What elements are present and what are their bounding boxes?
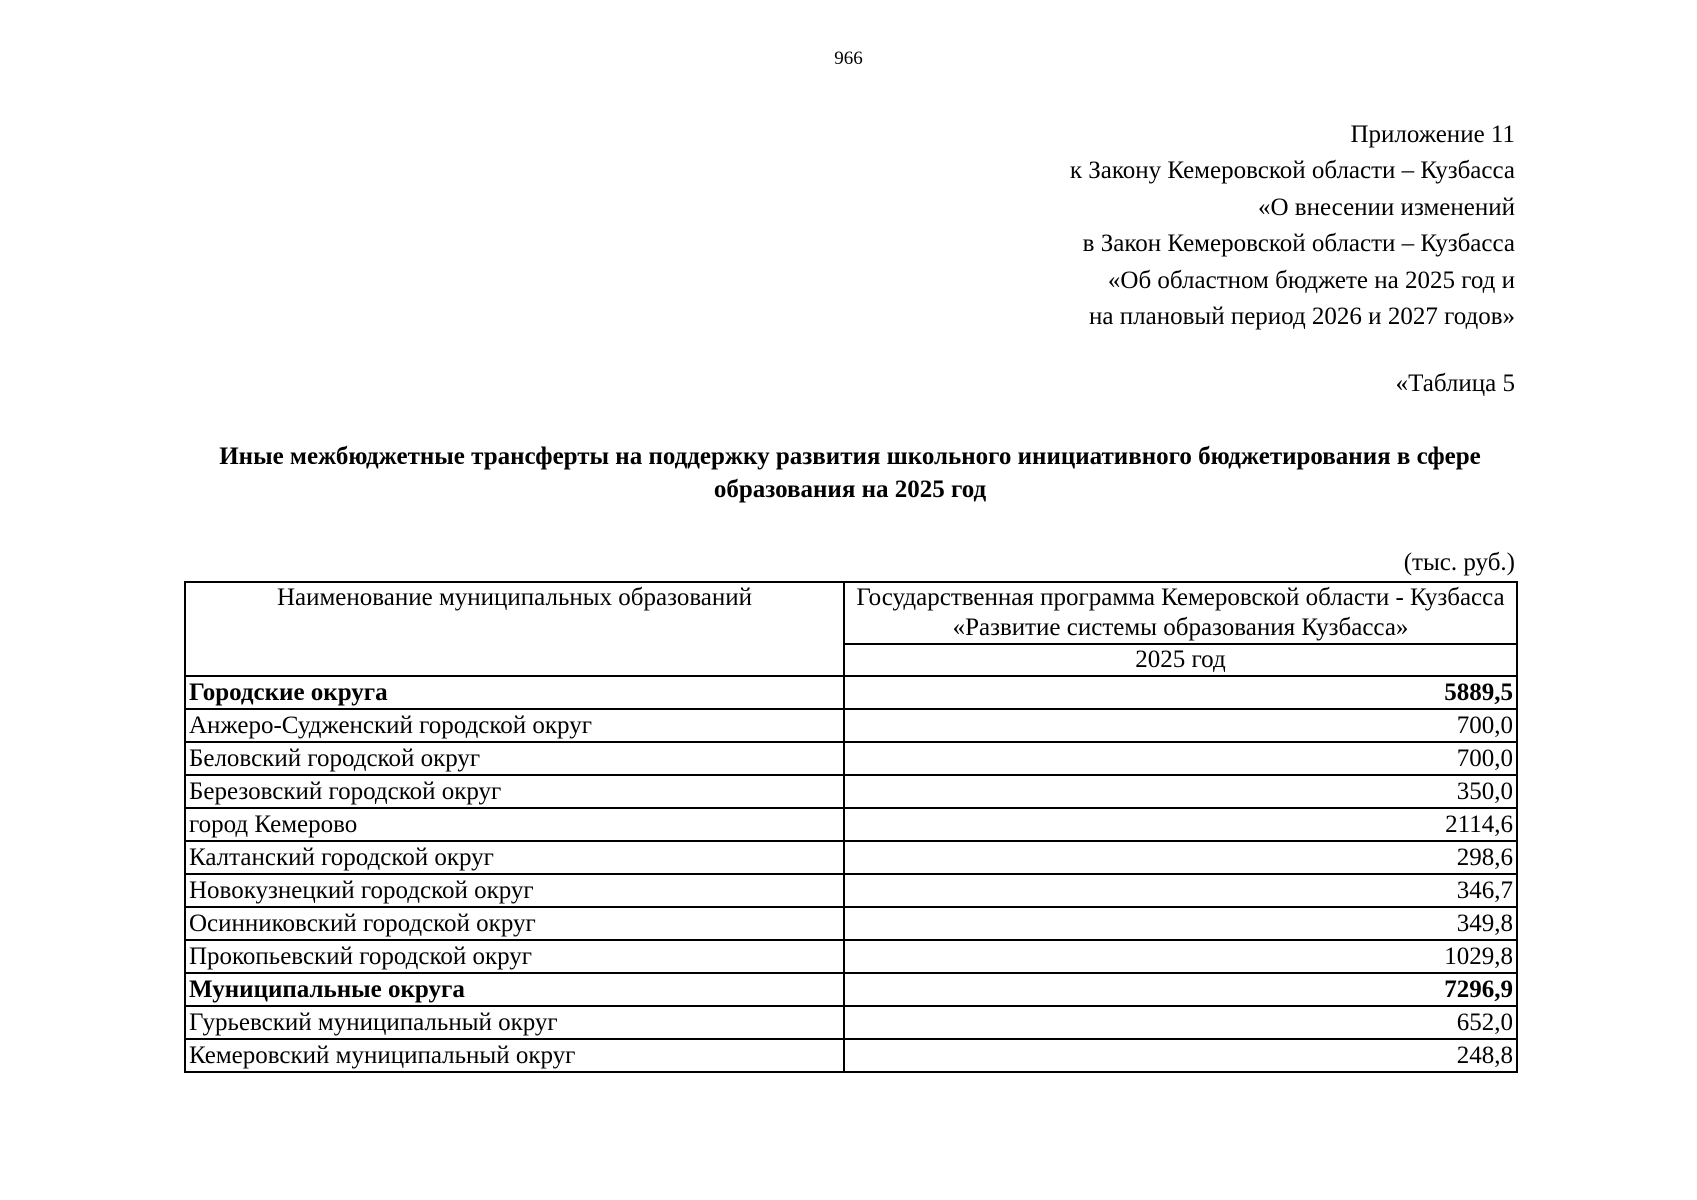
table-row xyxy=(185,874,1517,907)
table-label: «Таблица 5 xyxy=(1395,370,1515,397)
table-row xyxy=(185,907,1517,940)
page-number: 966 xyxy=(834,48,863,69)
municipality-name-cell: Гурьевский муниципальный округ xyxy=(185,1006,844,1039)
appendix-line: Приложение 11 xyxy=(1350,121,1515,148)
table-row xyxy=(185,940,1517,973)
municipality-name-cell: город Кемерово xyxy=(185,808,844,841)
units-label: (тыс. руб.) xyxy=(1403,549,1515,576)
municipality-name-cell: Осинниковский городской округ xyxy=(185,907,844,940)
transfers-table xyxy=(184,581,1518,1073)
amount-cell: 652,0 xyxy=(844,1006,1517,1039)
municipality-name-cell: Новокузнецкий городской округ xyxy=(185,874,844,907)
amount-cell: 700,0 xyxy=(844,742,1517,775)
table-row xyxy=(185,841,1517,874)
amount-cell: 5889,5 xyxy=(844,676,1517,709)
document-title: Иные межбюджетные трансферты на поддержку развития школьного инициативного бюджетирования в сфере образования на 2025 год xyxy=(219,443,1481,503)
appendix-line: в Закон Кемеровской области – Кузбасса xyxy=(1082,230,1515,258)
amount-cell: 350,0 xyxy=(844,775,1517,808)
municipality-name-cell: Городские округа xyxy=(185,676,844,709)
amount-cell: 248,8 xyxy=(844,1039,1517,1072)
appendix-line: «О внесении изменений xyxy=(1257,193,1515,221)
amount-cell: 349,8 xyxy=(844,907,1517,940)
table-row xyxy=(185,709,1517,742)
amount-cell: 2114,6 xyxy=(844,808,1517,841)
municipality-name-cell: Муниципальные округа xyxy=(185,973,844,1006)
appendix-line: «Об областном бюджете на 2025 год и xyxy=(1107,266,1515,294)
appendix-line: на плановый период 2026 и 2027 годов» xyxy=(1089,303,1515,331)
amount-cell: 346,7 xyxy=(844,874,1517,907)
header-municipality-name: Наименование муниципальных образований xyxy=(185,582,844,676)
table-row xyxy=(185,775,1517,808)
amount-cell: 298,6 xyxy=(844,841,1517,874)
header-year: 2025 год xyxy=(844,644,1517,676)
amount-cell: 1029,8 xyxy=(844,940,1517,973)
appendix-header xyxy=(1070,117,1515,335)
appendix-line: к Закону Кемеровской области – Кузбасса xyxy=(1069,157,1515,185)
table-row xyxy=(185,1006,1517,1039)
table-row xyxy=(185,808,1517,841)
table-body xyxy=(185,676,1517,1072)
table-group-row xyxy=(185,973,1517,1006)
municipality-name-cell: Анжеро-Судженский городской округ xyxy=(185,709,844,742)
table-group-row xyxy=(185,676,1517,709)
table-row xyxy=(185,742,1517,775)
amount-cell: 700,0 xyxy=(844,709,1517,742)
header-program: Государственная программа Кемеровской области - Кузбасса «Развитие системы образования Кузбасса» xyxy=(844,582,1517,644)
table-row xyxy=(185,1039,1517,1072)
municipality-name-cell: Беловский городской округ xyxy=(185,742,844,775)
amount-cell: 7296,9 xyxy=(844,973,1517,1006)
municipality-name-cell: Березовский городской округ xyxy=(185,775,844,808)
municipality-name-cell: Прокопьевский городской округ xyxy=(185,940,844,973)
municipality-name-cell: Калтанский городской округ xyxy=(185,841,844,874)
municipality-name-cell: Кемеровский муниципальный округ xyxy=(185,1039,844,1072)
